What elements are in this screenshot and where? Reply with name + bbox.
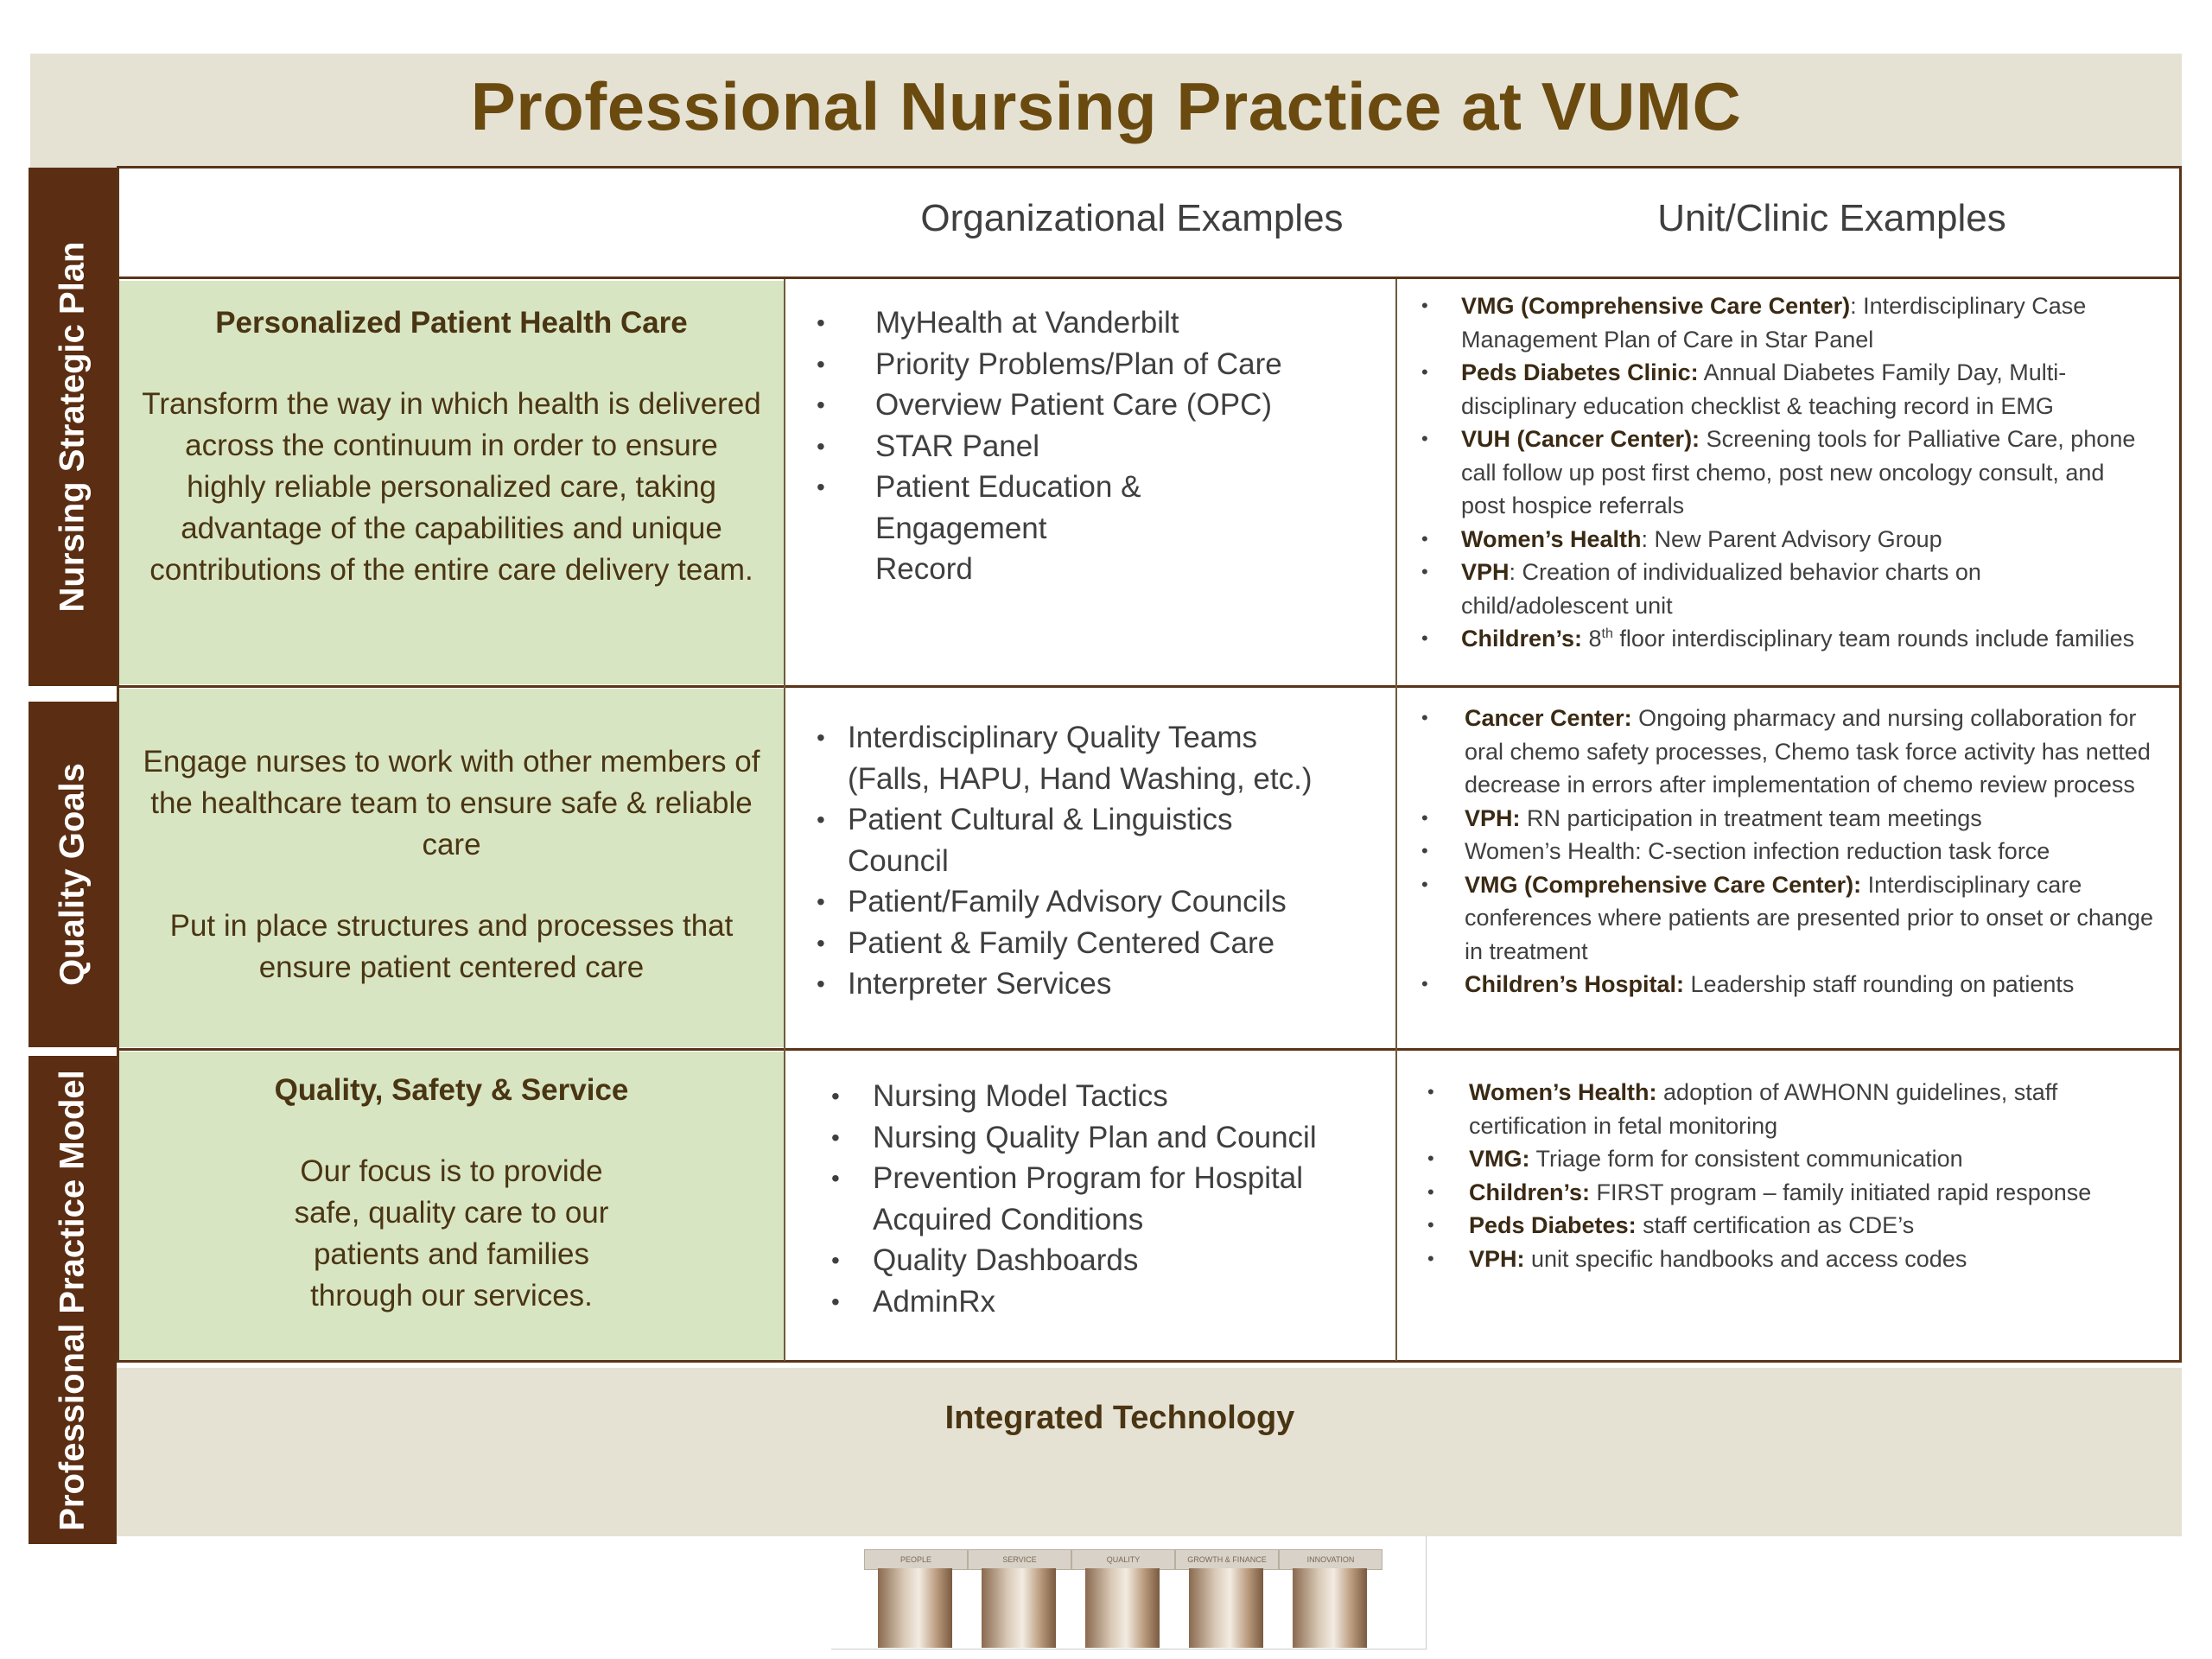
list-item: • Cancer Center: Ongoing pharmacy and nursing collaboration for oral chemo safety processes, Chemo task force activity has netted decrease in errors after implementation of chemo review process bbox=[1421, 702, 2164, 802]
side-label-quality-goals: Quality Goals bbox=[29, 702, 117, 1047]
org-examples-list bbox=[831, 1076, 1384, 1322]
list-item: • Interdisciplinary Quality Teams (Falls, HAPU, Hand Washing, etc.) bbox=[817, 717, 1340, 799]
column-header-organizational: Organizational Examples bbox=[920, 197, 1344, 239]
list-item: • Patient Education & Engagement Record bbox=[817, 467, 1152, 590]
list-item: • Women’s Health: adoption of AWHONN guidelines, staff certification in fetal monitoring bbox=[1427, 1076, 2153, 1142]
pillar-column bbox=[1189, 1568, 1263, 1648]
page-title: Professional Nursing Practice at VUMC bbox=[470, 68, 1742, 144]
pillar-cap: QUALITY bbox=[1071, 1549, 1175, 1570]
list-item: • VPH: Creation of individualized behavior charts on child/adolescent unit bbox=[1421, 556, 2139, 622]
pillars-image bbox=[831, 1534, 1426, 1655]
list-item: • Patient/Family Advisory Councils bbox=[817, 881, 1370, 923]
list-item: • Children’s: FIRST program – family initiated rapid response bbox=[1427, 1176, 2153, 1210]
list-item: • STAR Panel bbox=[817, 426, 1370, 467]
list-item: • Quality Dashboards bbox=[831, 1240, 1384, 1281]
side-label-professional-practice-model: Professional Practice Model bbox=[29, 1056, 117, 1544]
list-item: • Interpreter Services bbox=[817, 963, 1370, 1005]
goal-personalized-care bbox=[130, 302, 773, 591]
list-item: • Peds Diabetes Clinic: Annual Diabetes Family Day, Multi-disciplinary education checklist & teaching record in EMG bbox=[1421, 356, 2139, 423]
goal-text: Engage nurses to work with other members of the healthcare team to ensure safe & reliable care bbox=[143, 745, 760, 861]
list-item: • Patient Cultural & Linguistics Council bbox=[817, 799, 1297, 881]
column-header-unit: Unit/Clinic Examples bbox=[1657, 197, 2006, 239]
goal-text: Transform the way in which health is delivered across the continuum in order to ensure highly reliable personalized care, taking advantage of the capabilities and unique contributions of the entire care delivery team. bbox=[142, 387, 761, 587]
goal-quality bbox=[130, 741, 773, 988]
pillar-cap: INNOVATION bbox=[1279, 1549, 1382, 1570]
org-examples-list bbox=[817, 302, 1370, 590]
pillar-column bbox=[878, 1568, 952, 1648]
goal-title: Personalized Patient Health Care bbox=[215, 306, 688, 340]
side-label-nursing-strategic-plan: Nursing Strategic Plan bbox=[29, 168, 117, 686]
list-item: • VMG (Comprehensive Care Center): Interdisciplinary Case Management Plan of Care in Star Panel bbox=[1421, 289, 2139, 356]
goal-text: Put in place structures and processes that ensure patient centered care bbox=[169, 909, 734, 984]
list-item: • Prevention Program for Hospital Acquired Conditions bbox=[831, 1158, 1339, 1240]
list-item: • Children’s Hospital: Leadership staff rounding on patients bbox=[1421, 968, 2164, 1001]
list-item: • Patient & Family Centered Care bbox=[817, 923, 1370, 964]
org-examples-list bbox=[817, 717, 1370, 1005]
pillar-column bbox=[1293, 1568, 1367, 1648]
goal-title: Quality, Safety & Service bbox=[274, 1073, 629, 1107]
list-item: • VUH (Cancer Center): Screening tools for Palliative Care, phone call follow up post first chemo, post new oncology consult, and post hospice referrals bbox=[1421, 423, 2139, 523]
list-item: • VPH: RN participation in treatment team meetings bbox=[1421, 802, 2164, 836]
pillar-cap: PEOPLE bbox=[864, 1549, 968, 1570]
goal-quality-safety-service bbox=[130, 1070, 773, 1317]
pillar-cap: SERVICE bbox=[968, 1549, 1071, 1570]
list-item: • Women’s Health: New Parent Advisory Group bbox=[1421, 523, 2139, 556]
integrated-technology-band bbox=[30, 1368, 2182, 1536]
list-item: • Nursing Model Tactics bbox=[831, 1076, 1384, 1117]
list-item: • Nursing Quality Plan and Council bbox=[831, 1117, 1384, 1159]
row-divider bbox=[117, 1048, 2182, 1051]
list-item: • VMG (Comprehensive Care Center): Interdisciplinary care conferences where patients are presented prior to onset or change in treatment bbox=[1421, 868, 2164, 969]
list-item: • VMG: Triage form for consistent communication bbox=[1427, 1142, 2153, 1176]
list-item: • Women’s Health: C-section infection reduction task force bbox=[1421, 835, 2164, 868]
list-item: • Children’s: 8th floor interdisciplinary team rounds include families bbox=[1421, 622, 2139, 656]
list-item: • Priority Problems/Plan of Care bbox=[817, 344, 1370, 385]
integrated-technology-label: Integrated Technology bbox=[944, 1400, 1295, 1436]
list-item: • AdminRx bbox=[831, 1281, 1384, 1323]
unit-examples-list bbox=[1427, 1076, 2153, 1275]
column-divider bbox=[784, 279, 785, 1361]
list-item: • MyHealth at Vanderbilt bbox=[817, 302, 1370, 344]
goal-text: Our focus is to provide safe, quality care to our patients and families through our services. bbox=[294, 1154, 609, 1313]
pillar-column bbox=[982, 1568, 1056, 1648]
column-divider bbox=[1395, 279, 1397, 1361]
list-item: • VPH: unit specific handbooks and access codes bbox=[1427, 1243, 2153, 1276]
unit-examples-list bbox=[1421, 702, 2164, 1001]
pillar-cap: GROWTH & FINANCE bbox=[1175, 1549, 1279, 1570]
pillar-column bbox=[1085, 1568, 1160, 1648]
row-divider bbox=[117, 685, 2182, 688]
list-item: • Peds Diabetes: staff certification as CDE’s bbox=[1427, 1209, 2153, 1243]
header-divider bbox=[117, 276, 2182, 279]
unit-examples-list bbox=[1421, 289, 2139, 656]
list-item: • Overview Patient Care (OPC) bbox=[817, 385, 1370, 426]
